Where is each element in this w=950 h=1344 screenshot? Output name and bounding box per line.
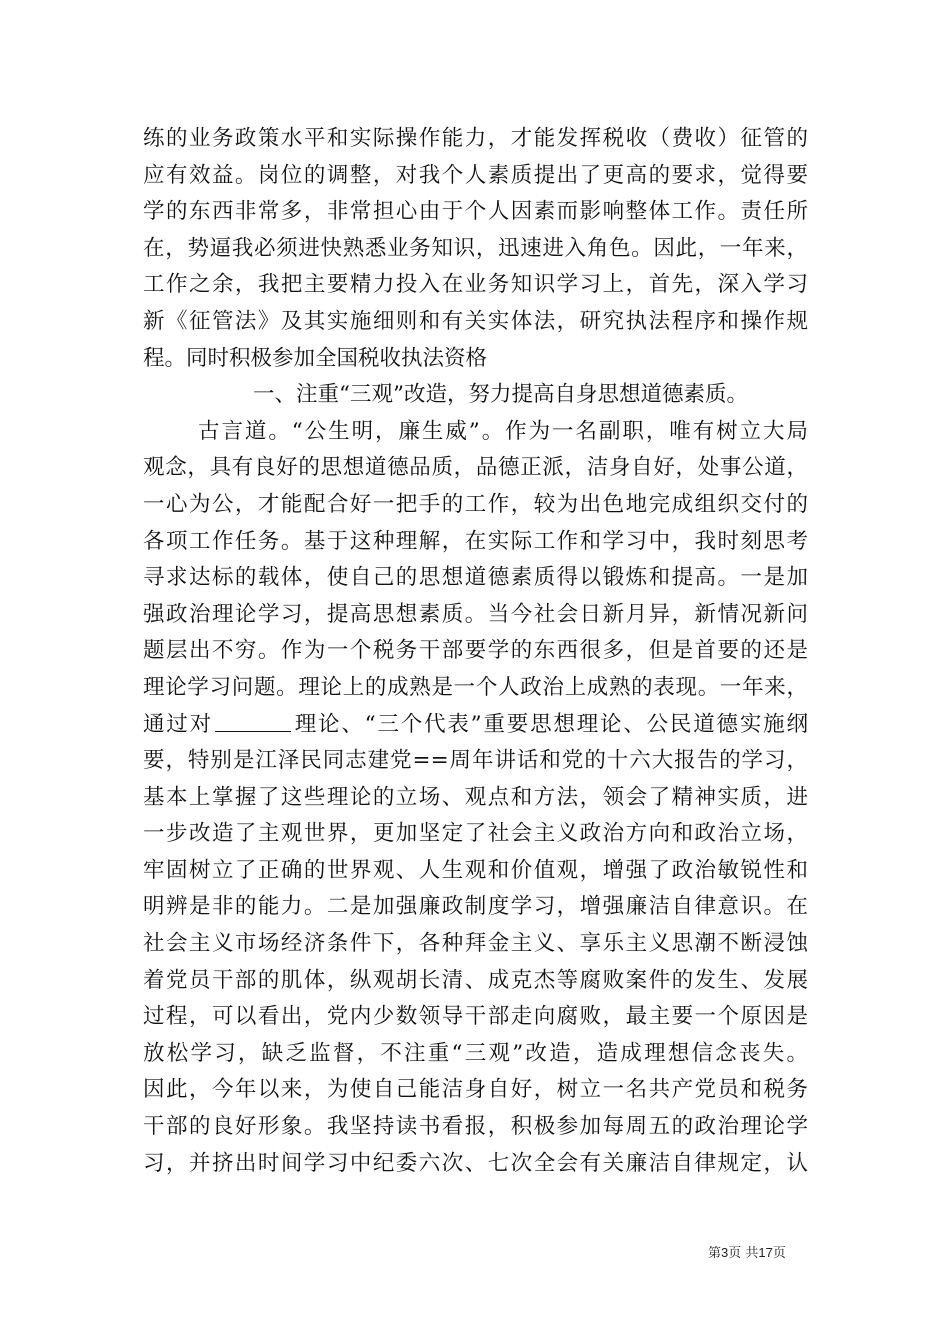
text-line: 要，特别是江泽民同志建党==周年讲话和党的十六大报告的学习， [143, 748, 808, 774]
footer-suffix: 页 [772, 1246, 786, 1261]
text-line: 牢固树立了正确的世界观、人生观和价值观，增强了政治敏锐性和 [143, 857, 808, 883]
text-line: 放松学习，缺乏监督，不注重“三观”改造，造成理想信念丧失。 [143, 1040, 808, 1066]
text-line: 因此，今年以来，为使自己能洁身自好，树立一名共产党员和税务 [143, 1077, 808, 1103]
text-line: 观念，具有良好的思想道德品质，品德正派，洁身自好，处事公道， [143, 455, 808, 481]
text-line: 工作之余，我把主要精力投入在业务知识学习上，首先，深入学习 [143, 272, 808, 298]
footer-middle: 页 共 [728, 1246, 759, 1261]
text-line: 程。同时积极参加全国税收执法资格 [143, 345, 488, 371]
text-after-blank: 理论、“三个代表”重要思想理论、公民道德实施纲 [292, 711, 808, 737]
text-line: 古言道。“公生明，廉生威”。作为一名副职，唯有树立大局 [198, 418, 808, 444]
text-line: 一心为公，才能配合好一把手的工作，较为出色地完成组织交付的 [143, 491, 808, 517]
footer-prefix: 第 [708, 1246, 722, 1261]
text-line: 着党员干部的肌体，纵观胡长清、成克杰等腐败案件的发生、发展 [143, 967, 808, 993]
text-line: 明辨是非的能力。二是加强廉政制度学习，增强廉洁自律意识。在 [143, 894, 808, 920]
section-heading: 一、注重“三观”改造，努力提高自身思想道德素质。 [253, 382, 748, 408]
text-line: 社会主义市场经济条件下，各种拜金主义、享乐主义思潮不断浸蚀 [143, 931, 808, 957]
text-line: 各项工作任务。基于这种理解，在实际工作和学习中，我时刻思考 [143, 528, 808, 554]
text-line-with-blank [143, 707, 808, 744]
page-footer [708, 1245, 786, 1262]
text-line: 基本上掌握了这些理论的立场、观点和方法，领会了精神实质，进 [143, 784, 808, 810]
text-line: 一步改造了主观世界，更加坚定了社会主义政治方向和政治立场， [143, 821, 808, 847]
fill-in-blank [215, 711, 291, 732]
text-line: 过程，可以看出，党内少数领导干部走向腐败，最主要一个原因是 [143, 1004, 808, 1030]
text-line: 理论学习问题。理论上的成熟是一个人政治上成熟的表现。一年来， [143, 674, 808, 700]
text-line: 新《征管法》及其实施细则和有关实体法，研究执法程序和操作规 [143, 308, 808, 334]
text-line: 学的东西非常多，非常担心由于个人因素而影响整体工作。责任所 [143, 199, 808, 225]
text-line: 干部的良好形象。我坚持读书看报，积极参加每周五的政治理论学 [143, 1114, 808, 1140]
text-before-blank: 通过对 [143, 711, 213, 737]
text-line: 应有效益。岗位的调整，对我个人素质提出了更高的要求，觉得要 [143, 162, 808, 188]
page-number: 3 [721, 1245, 729, 1260]
text-line: 在，势逼我必须进快熟悉业务知识，迅速进入角色。因此，一年来， [143, 235, 808, 261]
text-line: 寻求达标的载体，使自己的思想道德素质得以锻炼和提高。一是加 [143, 565, 808, 591]
text-line: 习，并挤出时间学习中纪委六次、七次全会有关廉洁自律规定，认 [143, 1150, 808, 1176]
text-line: 强政治理论学习，提高思想素质。当今社会日新月异，新情况新问 [143, 601, 808, 627]
body-text [143, 121, 808, 1182]
text-line: 题层出不穷。作为一个税务干部要学的东西很多，但是首要的还是 [143, 638, 808, 664]
total-pages: 17 [758, 1245, 773, 1260]
text-line: 练的业务政策水平和实际操作能力，才能发挥税收（费收）征管的 [143, 126, 808, 151]
